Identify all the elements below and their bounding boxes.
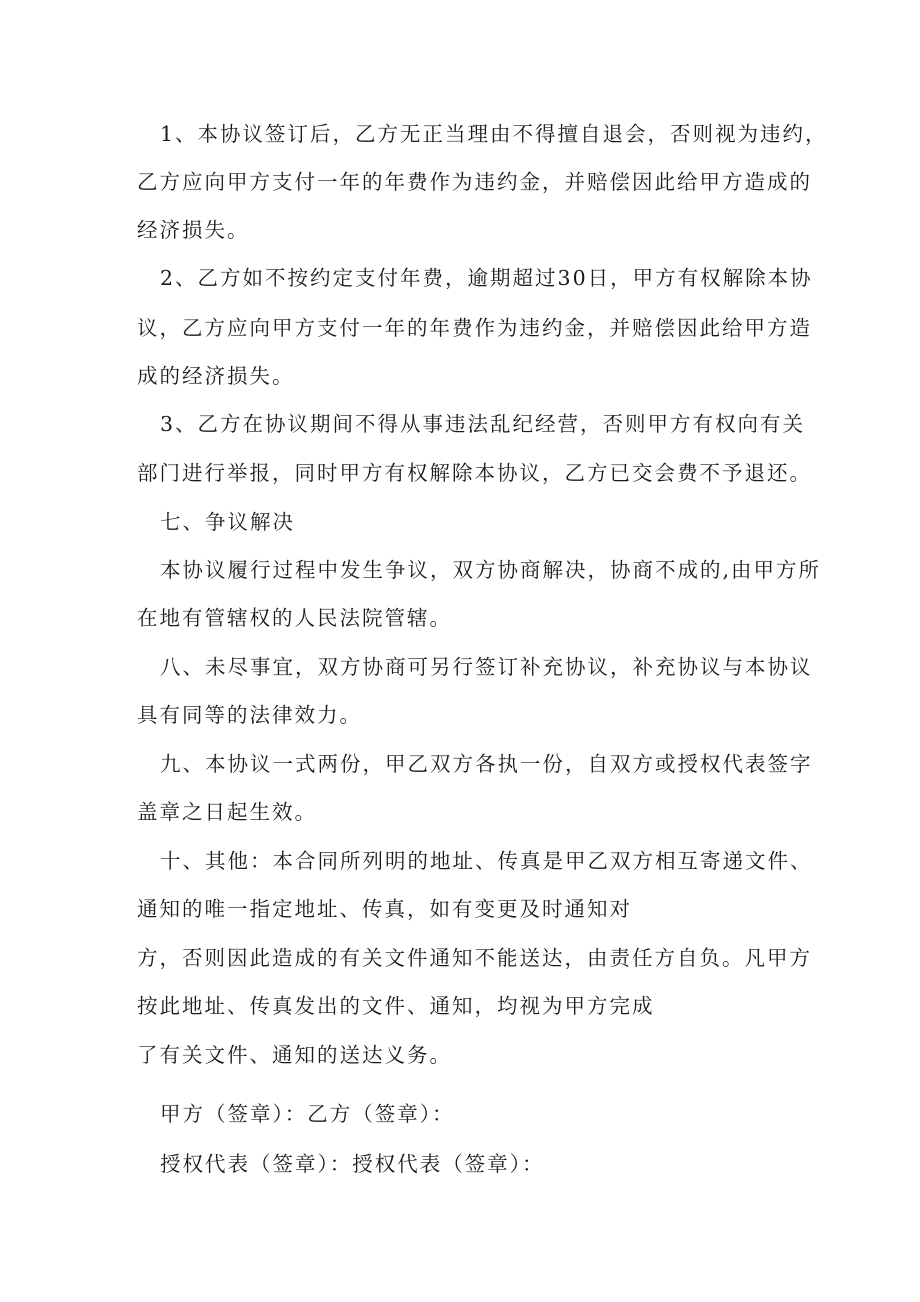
signature-representative-line: 授权代表（签章）：授权代表（签章）： <box>160 1152 545 1176</box>
section-7-line-2: 在地有管辖权的人民法院管辖。 <box>137 606 452 630</box>
section-10-line-2: 通知的唯一指定地址、传真，如有变更及时通知对 <box>137 897 632 921</box>
clause-6-3-line-1: 3、乙方在协议期间不得从事违法乱纪经营，否则甲方有权向有关 <box>160 412 806 436</box>
signature-party-line: 甲方（签章）：乙方（签章）： <box>160 1102 455 1126</box>
section-9-line-1: 九、本协议一式两份，甲乙双方各执一份，自双方或授权代表签字 <box>160 752 813 776</box>
clause-6-2-line-1: 2、乙方如不按约定支付年费，逾期超过30日，甲方有权解除本协 <box>160 266 813 290</box>
clause-6-2-line-2: 议，乙方应向甲方支付一年的年费作为违约金，并赔偿因此给甲方造 <box>137 316 812 340</box>
section-7-line-1: 本协议履行过程中发生争议，双方协商解决，协商不成的,由甲方所 <box>160 558 822 582</box>
section-8-line-2: 具有同等的法律效力。 <box>137 703 362 727</box>
section-10-line-1: 十、其他：本合同所列明的地址、传真是甲乙双方相互寄递文件、 <box>160 849 813 873</box>
section-9-line-2: 盖章之日起生效。 <box>137 800 317 824</box>
clause-6-2-line-3: 成的经济损失。 <box>137 364 295 388</box>
clause-6-3-line-2: 部门进行举报，同时甲方有权解除本协议，乙方已交会费不予退还。 <box>137 461 812 485</box>
section-10-line-3: 方，否则因此造成的有关文件通知不能送达，由责任方自负。凡甲方 <box>137 946 812 970</box>
clause-6-1-line-1: 1、本协议签订后，乙方无正当理由不得擅自退会，否则视为违约， <box>160 122 828 146</box>
section-8-line-1: 八、未尽事宜，双方协商可另行签订补充协议，补充协议与本协议 <box>160 655 813 679</box>
clause-6-1-line-2: 乙方应向甲方支付一年的年费作为违约金，并赔偿因此给甲方造成的 <box>137 170 812 194</box>
section-7-heading: 七、争议解决 <box>160 510 295 534</box>
section-10-line-5: 了有关文件、通知的送达义务。 <box>137 1043 452 1067</box>
clause-6-1-line-3: 经济损失。 <box>137 218 250 242</box>
section-10-line-4: 按此地址、传真发出的文件、通知，均视为甲方完成 <box>137 994 655 1018</box>
